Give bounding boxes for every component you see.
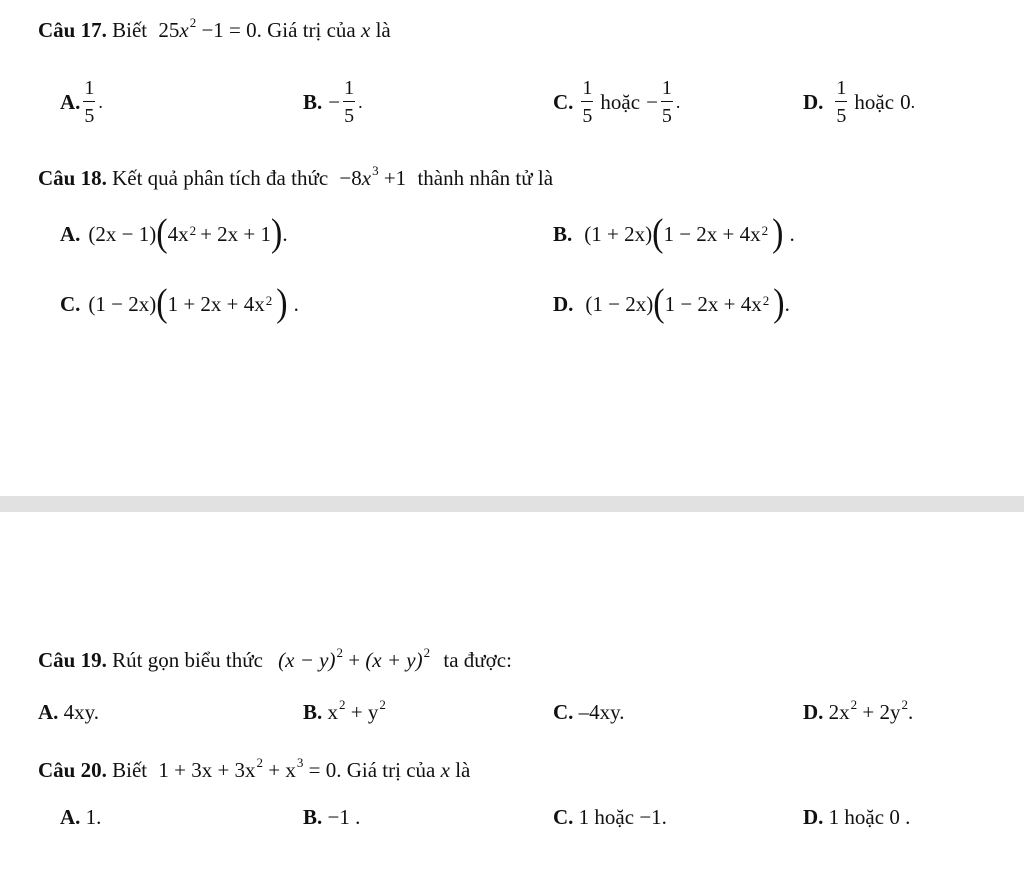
paren-close: ): [276, 282, 288, 325]
option-label: A.: [60, 805, 81, 829]
paren-close: ): [772, 212, 784, 255]
question-19-label: Câu 19.: [38, 648, 107, 672]
eq-part: = 0: [303, 758, 337, 782]
q17-rest: −1 = 0: [201, 18, 257, 42]
factor-2-exp: 2: [265, 292, 273, 308]
q20-post: . Giá trị của: [336, 758, 436, 782]
denominator: 5: [344, 105, 355, 127]
option-value-mid: + 2y: [857, 700, 901, 724]
option-label: D.: [803, 89, 824, 114]
paren-open: (: [156, 282, 168, 325]
question-17-label: Câu 17.: [38, 18, 107, 42]
denominator: 5: [661, 105, 672, 127]
period: .: [784, 291, 790, 316]
q19-option-b[interactable]: [303, 697, 386, 724]
q18-polynomial: [339, 163, 407, 190]
q18-option-a[interactable]: [60, 212, 288, 256]
paren-open: (: [156, 212, 168, 255]
factor-1: (1 + 2x): [584, 221, 653, 246]
q17-var: x: [179, 18, 189, 42]
factor-1: (1 − 2x): [88, 291, 157, 316]
option-value: 1 hoặc 0 .: [828, 805, 911, 829]
period: .: [358, 92, 363, 112]
denominator: 5: [582, 105, 593, 127]
period: .: [908, 700, 914, 724]
q17-exp: 2: [189, 15, 197, 30]
eq-exp: 2: [256, 755, 264, 770]
poly-term: −8: [339, 166, 362, 190]
expr-term-2: (x + y): [365, 648, 423, 672]
expr-plus: +: [348, 648, 361, 672]
q20-equation: [158, 755, 337, 782]
eq-exp: 3: [296, 755, 304, 770]
option-value: −1 .: [327, 805, 361, 829]
zero-value: 0: [900, 89, 911, 114]
paren-close: ): [773, 282, 785, 325]
numerator: 1: [83, 78, 95, 102]
numerator: 1: [581, 78, 593, 102]
option-label: C.: [553, 805, 574, 829]
q20-option-b[interactable]: [303, 807, 360, 828]
option-label: B.: [303, 700, 323, 724]
q19-option-d[interactable]: [803, 697, 914, 724]
factor-2-rest: + 2x + 1: [200, 221, 272, 246]
q17-option-c[interactable]: [553, 72, 680, 132]
option-value-mid: + y: [345, 700, 379, 724]
fraction: [83, 78, 95, 126]
q19-text: Rút gọn biểu thức: [112, 648, 263, 672]
q17-option-d[interactable]: [803, 72, 915, 132]
poly-var: x: [361, 166, 372, 190]
expr-term-1: (x − y): [278, 648, 336, 672]
period: .: [98, 92, 103, 112]
fraction: [581, 78, 593, 126]
option-value: 1 hoặc −1.: [578, 805, 667, 829]
fraction: [835, 78, 847, 126]
question-18-label: Câu 18.: [38, 166, 107, 190]
period: .: [293, 291, 299, 316]
expr-exp-2: 2: [423, 645, 431, 660]
question-18-stem: [38, 163, 554, 190]
exp: 2: [379, 697, 386, 712]
poly-const: +1: [383, 166, 407, 190]
option-label: C.: [553, 700, 574, 724]
q18-post: thành nhân tử là: [417, 166, 554, 190]
option-value: 1.: [85, 805, 102, 829]
or-text: hoặc: [600, 89, 641, 114]
period: .: [282, 221, 288, 246]
eq-part: + x: [263, 758, 296, 782]
q20-option-d[interactable]: [803, 807, 910, 828]
q17-var-2: x: [361, 18, 371, 42]
paren-open: (: [653, 282, 665, 325]
minus-sign: −: [646, 89, 658, 114]
denominator: 5: [836, 105, 847, 127]
period: .: [789, 221, 795, 246]
option-label: C.: [60, 291, 81, 316]
option-label: A.: [38, 700, 59, 724]
q17-option-b[interactable]: [303, 72, 363, 132]
period: .: [675, 92, 681, 112]
q17-option-a[interactable]: [60, 72, 103, 132]
exp: 2: [901, 697, 909, 712]
q19-option-a[interactable]: [38, 702, 99, 723]
option-value: 4xy.: [63, 700, 100, 724]
option-label: A.: [60, 89, 81, 114]
q20-option-c[interactable]: [553, 807, 667, 828]
question-20-label: Câu 20.: [38, 758, 107, 782]
exp: 2: [339, 697, 346, 712]
numerator: 1: [661, 78, 673, 102]
question-20-stem: [38, 755, 471, 782]
factor-2-exp: 2: [762, 292, 770, 308]
q18-option-c[interactable]: [60, 282, 299, 326]
factor-2-exp: 2: [761, 222, 769, 238]
poly-exp: 3: [372, 163, 379, 178]
fraction: [661, 78, 673, 126]
q20-option-a[interactable]: [60, 807, 101, 828]
period: .: [910, 92, 916, 112]
option-label: B.: [303, 805, 323, 829]
option-value: x: [327, 700, 339, 724]
factor-1: (2x − 1): [88, 221, 157, 246]
option-value: –4xy.: [578, 700, 625, 724]
q17-post2: là: [375, 18, 391, 42]
exp: 2: [850, 697, 858, 712]
option-label: D.: [803, 805, 824, 829]
paren-close: ): [271, 212, 283, 255]
minus-sign: −: [328, 89, 341, 114]
q19-option-c[interactable]: [553, 702, 625, 723]
q17-pre-text: Biết: [112, 18, 148, 42]
denominator: 5: [84, 105, 95, 127]
q18-option-d[interactable]: [553, 282, 790, 326]
numerator: 1: [835, 78, 847, 102]
eq-part: 1 + 3x + 3x: [158, 758, 256, 782]
option-label: C.: [553, 89, 574, 114]
q19-expression: [278, 645, 431, 672]
q18-option-b[interactable]: [553, 212, 795, 256]
option-label: B.: [303, 89, 323, 114]
question-19-stem: [38, 645, 512, 672]
expr-exp-1: 2: [336, 645, 343, 660]
option-value: 2x: [828, 700, 850, 724]
q20-var: x: [440, 758, 450, 782]
q17-equation: [158, 15, 257, 42]
q20-post2: là: [455, 758, 471, 782]
option-label: D.: [803, 700, 824, 724]
fraction: [343, 78, 355, 126]
factor-2-part: 1 − 2x + 4x: [663, 221, 761, 246]
factor-1: (1 − 2x): [585, 291, 654, 316]
numerator: 1: [343, 78, 355, 102]
or-text: hoặc: [854, 89, 895, 114]
factor-2-part: 1 + 2x + 4x: [167, 291, 265, 316]
page-separator: [0, 496, 1024, 512]
option-label: B.: [553, 221, 573, 246]
q19-post: ta được:: [443, 648, 512, 672]
q20-pre: Biết: [112, 758, 148, 782]
q17-post: . Giá trị của: [256, 18, 356, 42]
q17-coef: 25: [158, 18, 180, 42]
q18-text: Kết quả phân tích đa thức: [112, 166, 329, 190]
question-17-stem: [38, 15, 391, 42]
option-label: D.: [553, 291, 574, 316]
paren-open: (: [652, 212, 664, 255]
factor-2-exp: 2: [189, 222, 197, 238]
factor-2-part: 1 − 2x + 4x: [664, 291, 762, 316]
option-label: A.: [60, 221, 81, 246]
factor-2-part: 4x: [167, 221, 189, 246]
